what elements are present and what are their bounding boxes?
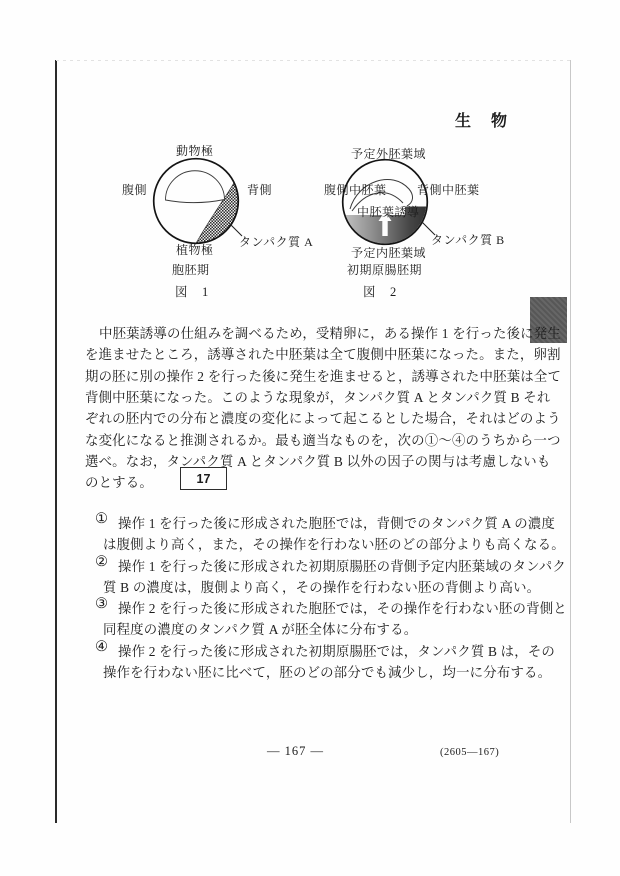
figure2-mesoderm-induction-label: 中胚葉誘導 xyxy=(357,205,420,219)
option-2-line: 質 B の濃度は，腹側より高く，その操作を行わない胚の背側より高い。 xyxy=(103,580,541,595)
footer-document-code: (2605—167) xyxy=(440,747,500,758)
figure1-caption: 図 1 xyxy=(175,285,210,299)
figure2-stage-label: 初期原腸胚期 xyxy=(347,263,423,277)
option-3-line: 同程度の濃度のタンパク質 A が胚全体に分布する。 xyxy=(103,622,418,637)
figure2-ventral-mesoderm-label: 腹側中胚葉 xyxy=(324,183,387,197)
figure2-caption: 図 2 xyxy=(363,285,398,299)
option-4-line: 操作 2 を行った後に形成された初期原腸胚では，タンパク質 B は，その xyxy=(118,644,555,659)
option-4-number: ④ xyxy=(95,639,108,655)
option-1-line: は腹側より高く，また，その操作を行わない胚のどの部分よりも高くなる。 xyxy=(103,537,565,552)
figure2-dorsal-mesoderm-label: 背側中胚葉 xyxy=(417,183,480,197)
option-1-line: 操作 1 を行った後に形成された胞胚では，背側でのタンパク質 A の濃度 xyxy=(118,516,555,531)
page-top-edge xyxy=(56,60,570,61)
question-line: のとする。 xyxy=(85,475,153,490)
question-line: 背側中胚葉になった。このような現象が，タンパク質 A とタンパク質 B それ xyxy=(85,390,551,405)
figure2-prospective-ectoderm-label: 予定外胚葉域 xyxy=(351,147,427,161)
question-line: 期の胚に別の操作 2 を行った後に発生を進ませると，誘導された中胚葉は全て xyxy=(85,369,562,384)
option-3-line: 操作 2 を行った後に形成された胞胚では，その操作を行わない胚の背側と xyxy=(118,601,567,616)
page-left-edge xyxy=(55,60,57,823)
question-line: ぞれの胚内での分布と濃度の変化によって起こるとした場合，それはどのよう xyxy=(85,411,561,426)
figure1-animal-pole-label: 動物極 xyxy=(176,144,214,158)
figure1-protein-a-label: タンパク質 A xyxy=(239,235,314,249)
blastocoel xyxy=(165,171,224,203)
figure1-stage-label: 胞胚期 xyxy=(172,263,210,277)
footer-page-number: — 167 — xyxy=(267,744,324,758)
option-3-number: ③ xyxy=(95,596,108,612)
page-right-edge xyxy=(570,60,571,823)
option-4-line: 操作を行わない胚に比べて，胚のどの部分でも減少し，均一に分布する。 xyxy=(103,665,552,680)
option-1-number: ① xyxy=(95,511,108,527)
figure2-protein-b-label: タンパク質 B xyxy=(431,233,505,247)
figure1-vegetal-pole-label: 植物極 xyxy=(176,243,214,257)
figure1-ventral-label: 腹側 xyxy=(122,183,148,197)
question-line: な変化になると推測されるか。最も適当なものを，次の①～④のうちから一つ xyxy=(85,433,561,448)
page-title: 生 物 xyxy=(455,113,510,130)
option-2-number: ② xyxy=(95,554,108,570)
question-line: 選べ。なお，タンパク質 A とタンパク質 B 以外の因子の関与は考慮しないも xyxy=(85,454,551,469)
figure1-dorsal-label: 背側 xyxy=(247,183,273,197)
option-2-line: 操作 1 を行った後に形成された初期原腸胚の背側予定内胚葉域のタンパク xyxy=(118,559,566,574)
figure2-prospective-endoderm-label: 予定内胚葉域 xyxy=(351,246,427,260)
question-line: を進ませたところ，誘導された中胚葉は全て腹側中胚葉になった。また，卵割 xyxy=(85,347,561,362)
answer-number-box: 17 xyxy=(180,467,227,490)
question-line: 中胚葉誘導の仕組みを調べるため，受精卵に，ある操作 1 を行った後に発生 xyxy=(99,326,561,341)
